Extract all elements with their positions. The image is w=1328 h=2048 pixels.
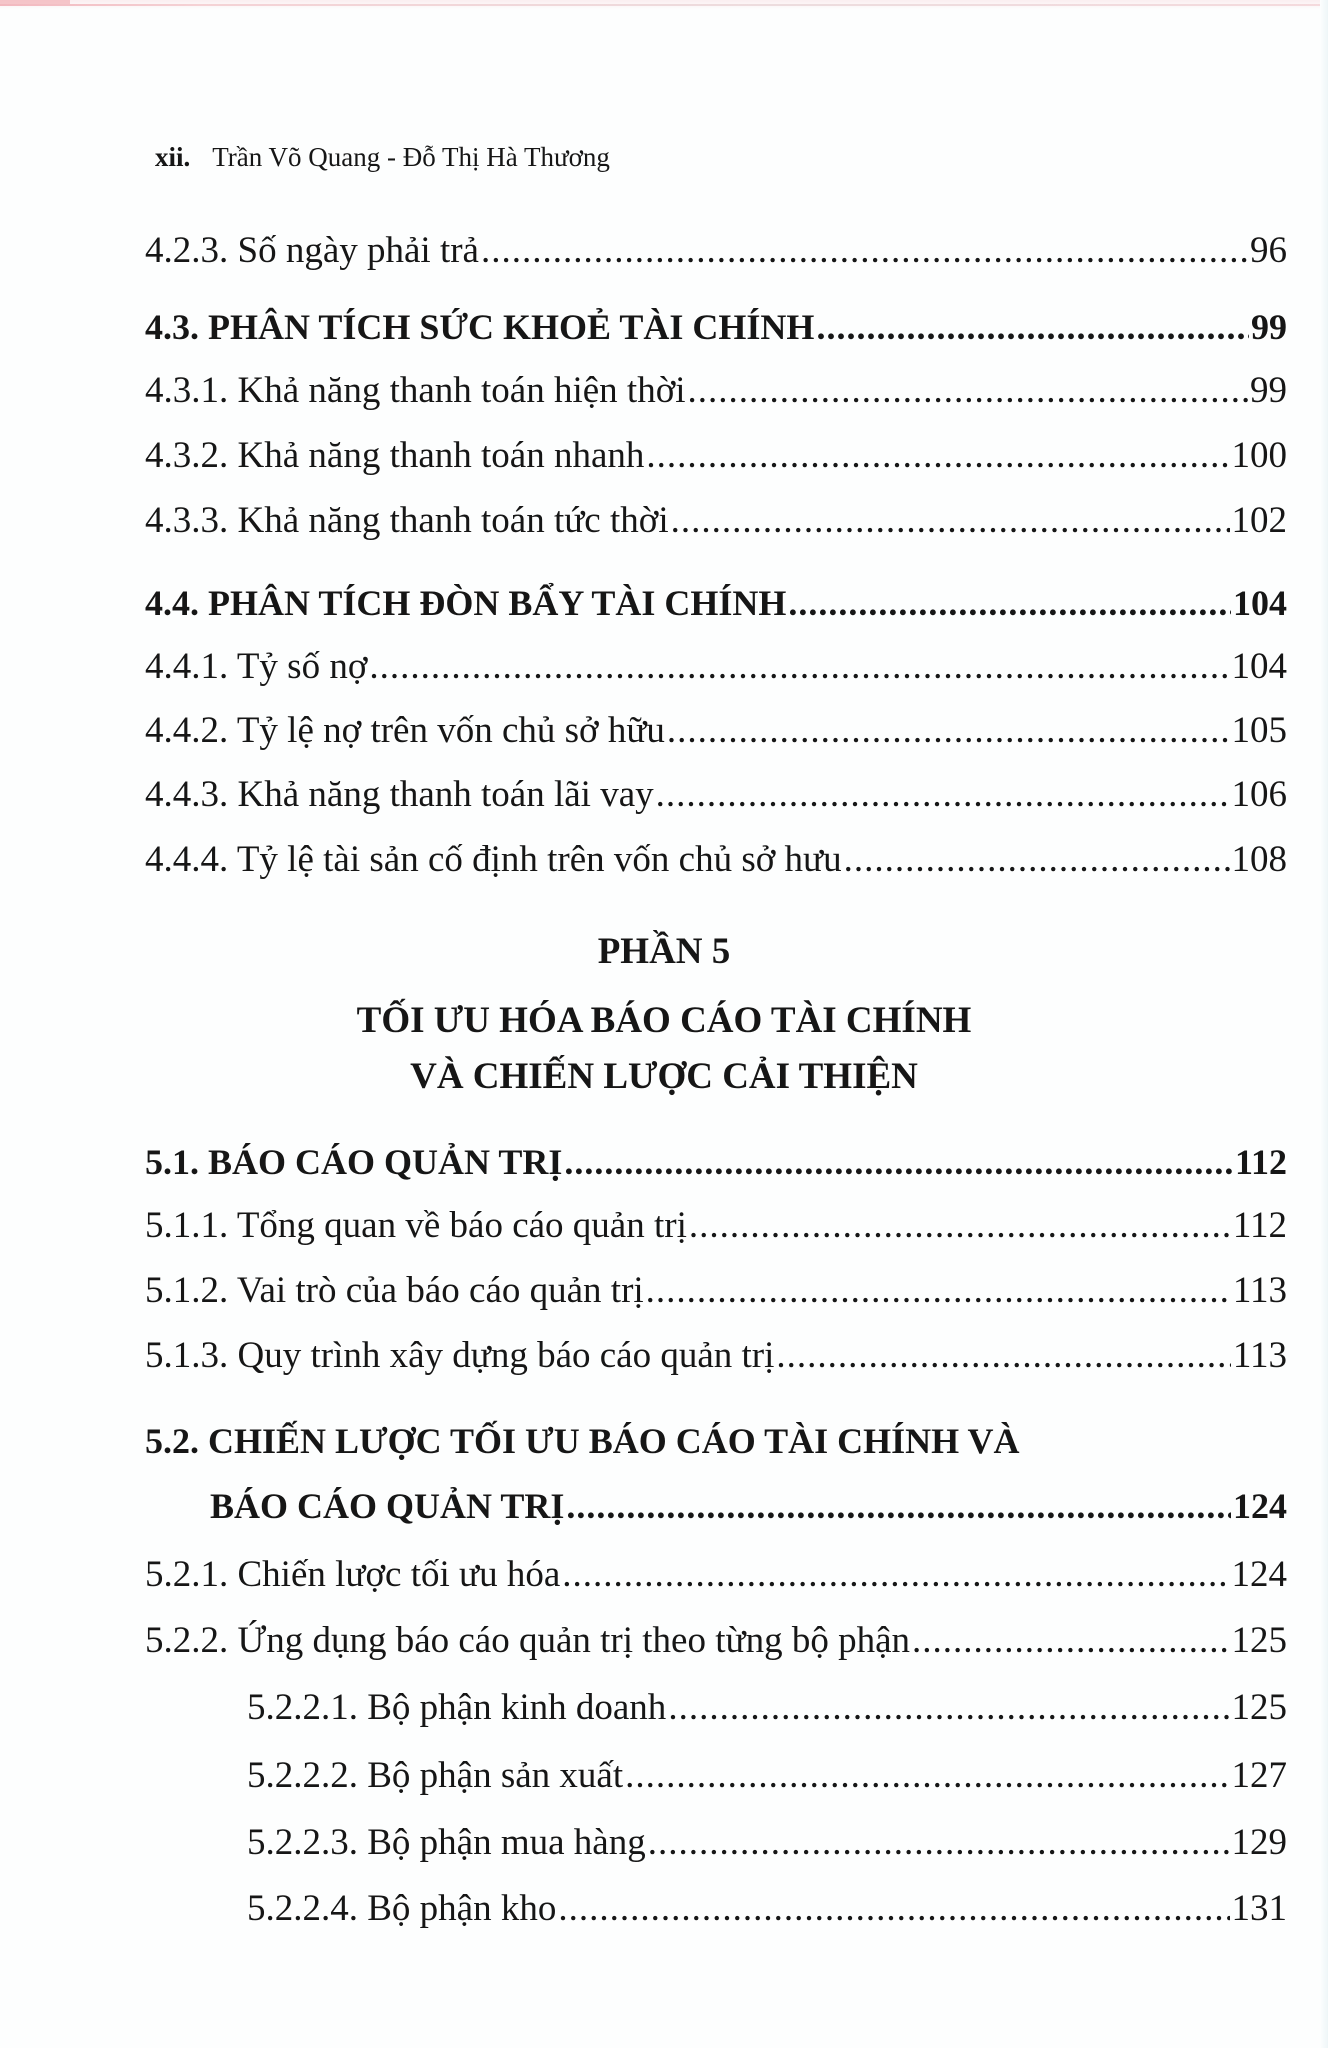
toc-entry-page: 125	[1231, 1620, 1287, 1661]
toc-entry[interactable]	[145, 499, 1287, 543]
toc-subentry[interactable]	[247, 1754, 1287, 1798]
dot-leader	[788, 581, 1231, 625]
toc-entry-page: 113	[1232, 1335, 1287, 1376]
toc-entry-label: 4.4.3. Khả năng thanh toán lãi vay	[145, 774, 654, 815]
toc-entry[interactable]	[145, 1334, 1287, 1378]
toc-entry-label: 4.3.3. Khả năng thanh toán tức thời	[145, 500, 669, 541]
toc-entry-page: 127	[1231, 1755, 1287, 1796]
toc-entry-page: 104	[1233, 583, 1287, 623]
toc-entry-label: 5.2.2. Ứng dụng báo cáo quản trị theo từng bộ phận	[145, 1620, 910, 1661]
toc-entry-page: 99	[1250, 370, 1287, 411]
toc-entry[interactable]	[145, 709, 1287, 753]
part-number: PHẦN 5	[597, 931, 731, 972]
toc-entry-label: BÁO CÁO QUẢN TRỊ	[210, 1486, 565, 1526]
toc-entry-label: 5.2.1. Chiến lược tối ưu hóa	[145, 1554, 561, 1595]
dot-leader	[481, 229, 1248, 273]
toc-entry[interactable]	[145, 1269, 1287, 1313]
toc-entry-label: 4.4.2. Tỷ lệ nợ trên vốn chủ sở hữu	[145, 710, 665, 751]
toc-entry-label: 4.3. PHÂN TÍCH SỨC KHOẺ TÀI CHÍNH	[145, 307, 815, 347]
toc-entry-page: 112	[1232, 1205, 1287, 1246]
scan-corner-tint	[0, 0, 70, 4]
toc-entry-label: 4.3.2. Khả năng thanh toán nhanh	[145, 435, 645, 476]
dot-leader	[816, 305, 1249, 349]
toc-entry-label: 5.1.1. Tổng quan về báo cáo quản trị	[145, 1205, 687, 1246]
part-title-line-1: TỐI ƯU HÓA BÁO CÁO TÀI CHÍNH	[356, 1000, 972, 1041]
toc-entry-page: 124	[1231, 1554, 1287, 1595]
scan-edge-line	[0, 4, 1328, 6]
toc-entry[interactable]	[145, 434, 1287, 478]
toc-entry-page: 96	[1250, 230, 1287, 271]
dot-leader	[646, 1269, 1231, 1313]
toc-subentry[interactable]	[247, 1686, 1287, 1730]
dot-leader	[912, 1619, 1230, 1663]
dot-leader	[844, 838, 1230, 882]
toc-entry-page: 129	[1231, 1822, 1287, 1863]
toc-entry[interactable]	[145, 773, 1287, 817]
toc-section-heading[interactable]	[210, 1484, 1287, 1528]
toc-entry-label: 5.2.2.2. Bộ phận sản xuất	[247, 1755, 624, 1796]
toc-section-heading[interactable]	[145, 1140, 1287, 1184]
part-title-line-2: VÀ CHIẾN LƯỢC CẢI THIỆN	[410, 1056, 918, 1097]
dot-leader	[689, 1204, 1231, 1248]
toc-entry-page: 113	[1232, 1270, 1287, 1311]
toc-entry-label: 4.4. PHÂN TÍCH ĐÒN BẨY TÀI CHÍNH	[145, 583, 787, 623]
toc-entry-label: 5.1.2. Vai trò của báo cáo quản trị	[145, 1270, 644, 1311]
dot-leader	[688, 369, 1248, 413]
toc-entry[interactable]	[145, 1553, 1287, 1597]
toc-entry-label: 5.1. BÁO CÁO QUẢN TRỊ	[145, 1142, 563, 1182]
toc-entry-page: 108	[1231, 839, 1287, 880]
dot-leader	[668, 1686, 1229, 1730]
dot-leader	[656, 773, 1230, 817]
toc-entry-page: 104	[1231, 646, 1287, 687]
toc-entry-label: 4.4.4. Tỷ lệ tài sản cố định trên vốn chủ sở hưu	[145, 839, 842, 880]
dot-leader	[566, 1484, 1231, 1528]
toc-subentry[interactable]	[247, 1821, 1287, 1865]
toc-entry-page: 99	[1251, 307, 1287, 347]
toc-entry-label: 5.2.2.4. Bộ phận kho	[247, 1888, 557, 1929]
authors: Trần Võ Quang - Đỗ Thị Hà Thương	[212, 142, 610, 172]
dot-leader	[562, 1553, 1229, 1597]
toc-section-heading[interactable]	[145, 305, 1287, 349]
toc-entry-label: 4.2.3. Số ngày phải trả	[145, 230, 479, 271]
running-head	[155, 140, 610, 174]
dot-leader	[369, 645, 1229, 689]
toc-subentry[interactable]	[247, 1887, 1287, 1931]
dot-leader	[564, 1140, 1233, 1184]
dot-leader	[646, 434, 1229, 478]
toc-entry-label: 5.2.2.1. Bộ phận kinh doanh	[247, 1687, 667, 1728]
dot-leader	[625, 1754, 1229, 1798]
toc-entry-label: 5.2. CHIẾN LƯỢC TỐI ƯU BÁO CÁO TÀI CHÍNH VÀ	[145, 1421, 1020, 1461]
toc-section-heading-line-1[interactable]	[145, 1419, 1287, 1463]
toc-entry-label: 4.3.1. Khả năng thanh toán hiện thời	[145, 370, 686, 411]
page-number: xii.	[155, 142, 191, 172]
toc-entry-page: 105	[1231, 710, 1287, 751]
dot-leader	[558, 1887, 1229, 1931]
toc-entry-page: 125	[1231, 1687, 1287, 1728]
toc-entry-page: 131	[1231, 1888, 1287, 1929]
toc-entry-page: 112	[1234, 1142, 1287, 1182]
dot-leader	[776, 1334, 1230, 1378]
toc-entry-page: 106	[1231, 774, 1287, 815]
dot-leader	[648, 1821, 1230, 1865]
dot-leader	[671, 499, 1230, 543]
toc-entry[interactable]	[145, 369, 1287, 413]
toc-entry[interactable]	[145, 1204, 1287, 1248]
toc-entry-label: 5.2.2.3. Bộ phận mua hàng	[247, 1822, 646, 1863]
toc-entry[interactable]	[145, 838, 1287, 882]
toc-section-heading[interactable]	[145, 581, 1287, 625]
toc-entry[interactable]	[145, 1619, 1287, 1663]
toc-entry[interactable]	[145, 229, 1287, 273]
toc-entry-label: 4.4.1. Tỷ số nợ	[145, 646, 368, 687]
toc-entry[interactable]	[145, 645, 1287, 689]
toc-entry-page: 124	[1233, 1486, 1287, 1526]
toc-entry-page: 100	[1231, 435, 1287, 476]
dot-leader	[667, 709, 1230, 753]
toc-entry-page: 102	[1231, 500, 1287, 541]
toc-entry-label: 5.1.3. Quy trình xây dựng báo cáo quản trị	[145, 1335, 775, 1376]
